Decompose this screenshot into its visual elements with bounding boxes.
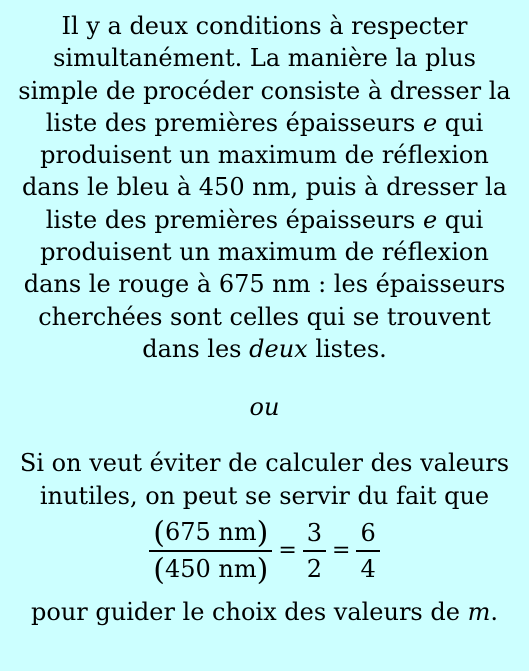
ratio-equation [12,515,517,588]
paragraph-text: listes. [307,334,387,363]
paragraph-guidance [12,596,517,628]
variable-e: e [422,108,438,137]
equals-sign: = [278,538,297,564]
fraction-numerator [149,515,272,551]
fraction-denominator: 4 [360,554,376,583]
paragraph-alternative: Si on veut éviter de calculer des valeurs inutiles, on peut se servir du fait que [19,449,510,510]
separator-ou: ou [249,393,280,422]
paren-close: ) [256,515,269,551]
fraction-denominator: 2 [306,554,323,583]
paragraph-text: qui produisent un maximum de réflexion dans le bleu à 450 nm, puis à dresser la liste des premières épaisseurs [21,108,508,234]
paren-close: ) [256,552,269,588]
variable-m: m [467,598,491,627]
emphasis-deux: deux [249,334,308,363]
paragraph-conditions [12,10,517,365]
variable-e: e [422,205,438,234]
equals-sign: = [332,538,351,564]
denominator-value: 450 nm [164,554,257,583]
fraction-three-halves [303,519,326,582]
fraction-numerator: 6 [360,519,376,548]
fraction-bar [303,550,326,551]
fraction-six-fourths [356,519,379,582]
fraction-wavelengths [149,515,272,588]
paragraph-text: Il y a deux conditions à respecter simultanément. La manière la plus simple de procéder consiste à dresser la liste des premières épaisseurs [18,12,511,137]
paragraph-text: qui produisent un maximum de réflexion dans le rouge à 675 nm : les épaisseurs cherchées sont celles qui se trouvent dans les [23,205,506,363]
paragraph-text: pour guider le choix des valeurs de [31,598,468,627]
paren-open: ( [153,552,165,588]
fraction-numerator: 3 [306,519,323,548]
paren-open: ( [153,515,165,551]
paragraph-text: . [490,598,498,627]
numerator-value: 675 nm [164,517,257,546]
fraction-bar [149,550,272,551]
fraction-bar [356,550,379,551]
fraction-denominator [149,552,272,588]
